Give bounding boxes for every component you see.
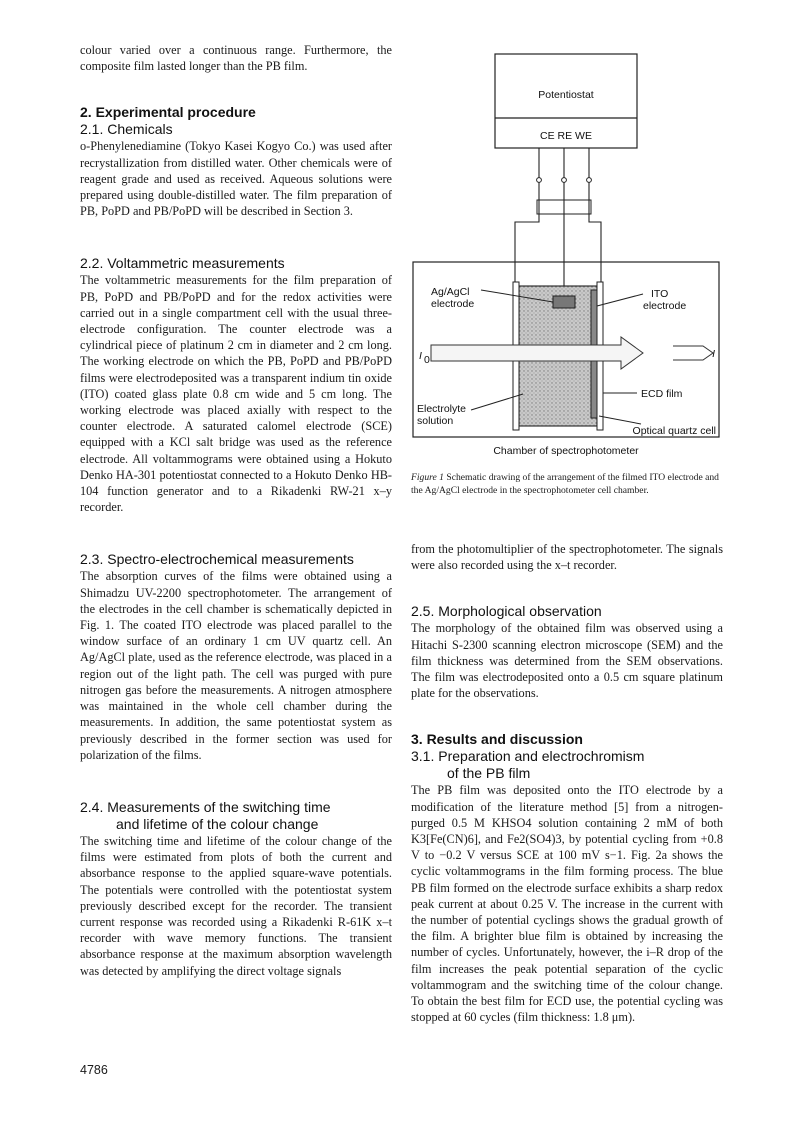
section-2-3-text: The absorption curves of the films were obtained using a Shimadzu UV-2200 spectrophotometer. The arrangement of the electrodes in the cell chamber is schematically depicted in Fig. 1. The coated ITO electrode was placed parallel to the window surface of an ordinary 1 cm UV quartz cell. An Ag/AgCl plate, used as the reference electrode, was placed in a region out of the light path. The cell was purged with pure nitrogen gas before the measurements. A nitrogen atmosphere was maintained in the whole cell chamber during the measurements. In addition, the same potentiostat system as previously described in the former section was used for polarization of the films. [80,569,392,762]
page-number: 4786 [80,1063,108,1077]
agagcl-label-line1: Ag/AgCl [431,286,470,298]
section-3-1-text: The PB film was deposited onto the ITO electrode by a modification of the literature method [5] from a nitrogen-purged 0.5 M KHSO4 solution containing 2 mM of both K3[Fe(CN)6], and Fe2(SO4)3, by potential cycling from +0.8 V to −0.2 V versus SCE at 100 mV s−1. Fig. 2a shows the cyclic voltammograms in the film forming process. The blue PB film formed on the electrode surface exhibits a sharp redox peak current at about 0.25 V. The increase in the current with the number of potential cyclings shows the gradual growth of the film. A brighter blue film is obtained by increasing the number of cycles. Unfortunately, however, the i–R drop of the film increases the peak potential separation of the cyclic voltammogram and the switching time of the colour change. To obtain the best film for ECD use, the potential cycling was stopped at 60 cycles (film thickness: 1.8 μm). [411,783,723,1025]
figure-1-diagram [411,50,723,470]
i-label: I [712,348,715,360]
section-2-5-text: The morphology of the obtained film was observed using a Hitachi S-2300 scanning electron microscope (SEM) and the film thickness was determined from the SEM observations. The film was electrodeposited onto a 0.5 cm square platinum plate for the observations. [411,621,723,701]
section-2-5-heading: 2.5. Morphological observation [411,603,602,620]
i0-label: I [419,350,422,362]
terminals-label: CE RE WE [540,130,592,142]
section-2-heading: 2. Experimental procedure [80,104,256,121]
quartz-cell-label: Optical quartz cell [632,425,716,437]
ito-label-line2: electrode [643,300,687,312]
potentiostat-label: Potentiostat [538,89,594,101]
section-3-1-heading-line2: of the PB film [447,765,531,782]
section-2-3-heading: 2.3. Spectro-electrochemical measurements [80,551,354,568]
figure-1-caption [411,471,721,497]
section-2-4-text: The switching time and lifetime of the colour change of the films were estimated from plots of both the current and absorbance response to the applied square-wave potentials. The potentials were controlled with the potentiostat system previously described except for the recorder. The transient current response was recorded using a Rikadenki R-61K x–t recorder with wave memory functions. The transient absorbance response at the maximum absorption wavelength was detected by amplifying the direct voltage signals [80,833,392,978]
caption-label: Figure 1 [411,472,444,483]
left-column [80,42,392,979]
chamber-label: Chamber of spectrophotometer [493,445,639,457]
section-2-2-text: The voltammetric measurements for the film preparation of PB, PoPD and PB/PoPD and for the redox activities were carried out in a single compartment cell with the usual three-electrode configuration. The counter electrode was a cylindrical piece of platinum 2 cm in diameter and 2 cm long. The working electrode on which the PB, PoPD and PB/PoPD films were electrodeposited was a transparent indium tin oxide (ITO) coated glass plate 0.8 cm wide and 5 cm long. The working electrode was placed axially with respect to the counter electrode. A saturated calomel electrode (SCE) equipped with a KCl salt bridge was used as the reference electrode. All voltammograms were obtained using a Hokuto Denko HA-301 potentiostat connected to a Hokuto Denko HB-104 function generator and to a Rikadenki RW-21 x–y recorder. [80,273,392,515]
section-3-heading: 3. Results and discussion [411,731,583,748]
section-2-4-heading-line1: 2.4. Measurements of the switching time [80,798,331,815]
section-2-1-heading: 2.1. Chemicals [80,121,173,138]
agagcl-plate [553,296,575,308]
ito-label-line1: ITO [651,288,669,300]
right-column [411,541,723,1025]
we-wire [589,148,601,302]
intro-paragraph: colour varied over a continuous range. Furthermore, the composite film lasted longer than the PB film. [80,43,392,74]
agagcl-label-line2: electrode [431,298,475,310]
ce-wire [515,148,539,302]
figure-1 [411,50,723,470]
section-2-1-text: o-Phenylenediamine (Tokyo Kasei Kogyo Co.) was used after recrystallization from distilled water. Other chemicals were of reagent grade and used as received. Aqueous solutions were prepared using double-distilled water. The film preparation of PB, PoPD and PB/PoPD will be described in Section 3. [80,139,392,219]
section-2-4-heading-line2: and lifetime of the colour change [116,815,319,832]
electrolyte-label-line1: Electrolyte [417,403,467,415]
electrolyte-label-line2: solution [417,415,454,427]
ecd-film-label: ECD film [641,388,683,400]
i0-subscript: 0 [424,354,430,366]
section-2-2-heading: 2.2. Voltammetric measurements [80,255,285,272]
caption-text: Schematic drawing of the arrangement of the filmed ITO electrode and the Ag/AgCl electrode in the spectrophotometer cell chamber. [411,472,719,496]
section-3-1-heading-line1: 3.1. Preparation and electrochromism [411,748,645,765]
continued-paragraph: from the photomultiplier of the spectrophotometer. The signals were also recorded using the x–t recorder. [411,542,723,573]
